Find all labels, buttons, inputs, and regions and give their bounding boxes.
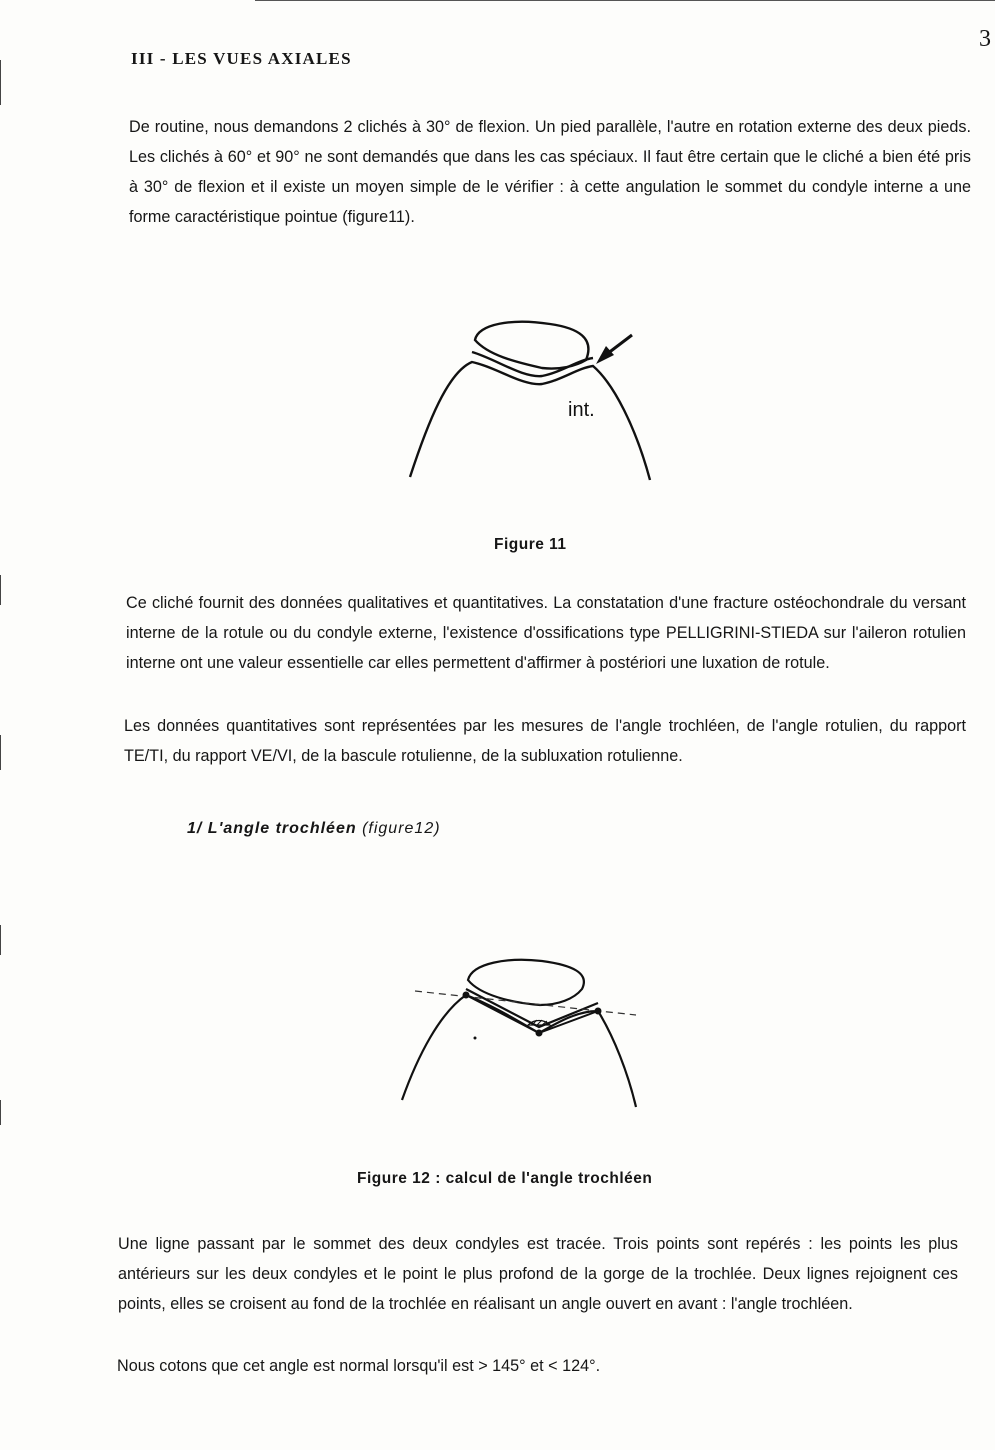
point-trochlea-deepest	[536, 1030, 543, 1037]
scan-edge-mark	[0, 925, 1, 955]
figure-11-diagram	[400, 310, 660, 490]
scan-edge-mark	[0, 735, 1, 770]
trochlea-outline	[466, 989, 598, 1027]
method-paragraph: Une ligne passant par le sommet des deux condyles est tracée. Trois points sont repérés : les points les plus antérieurs sur les deux condyles et le point le plus profond de la gorge de la trochlée. Deux lignes rejoignent ces points, elles se croisent au fond de la trochlée en réalisant un angle ouvert en avant : l'angle trochléen.	[118, 1235, 958, 1313]
point-lateral-condyle	[595, 1008, 602, 1015]
point-medial-condyle	[463, 992, 470, 999]
scan-edge-mark	[0, 60, 1, 105]
stray-dot	[474, 1037, 477, 1040]
page-number: 3	[979, 26, 991, 52]
arrow-head-icon	[596, 346, 614, 364]
scan-edge-mark	[0, 1100, 1, 1125]
figure-12-caption: Figure 12 : calcul de l'angle trochléen	[357, 1170, 653, 1187]
subsection-title-text: 1/ L'angle trochléen	[187, 820, 357, 837]
normal-values-paragraph: Nous cotons que cet angle est normal lorsqu'il est > 145° et < 124°.	[117, 1357, 601, 1375]
condyle-outline	[410, 362, 650, 480]
qualitative-paragraph: Ce cliché fournit des données qualitatives et quantitatives. La constatation d'une fracture ostéochondrale du versant interne de la rotule ou du condyle externe, l'existence d'ossifications type PELLIGRINI-STIEDA sur l'aileron rotulien interne ont une valeur essentielle car elles permettent d'affirmer à postériori une luxation de rotule.	[126, 594, 966, 672]
scan-edge-mark	[0, 575, 1, 605]
section-heading: III - LES VUES AXIALES	[131, 49, 352, 68]
quantitative-paragraph: Les données quantitatives sont représentées par les mesures de l'angle trochléen, de l'angle rotulien, du rapport TE/TI, du rapport VE/VI, de la bascule rotulienne, de la subluxation rotulienne.	[124, 717, 966, 765]
figure-11-label: int.	[568, 399, 595, 421]
subsection-title	[187, 820, 441, 838]
subsection-figure-ref: (figure12)	[362, 820, 441, 837]
figure-12-diagram	[400, 955, 650, 1115]
figure-11-caption: Figure 11	[494, 536, 567, 553]
patella-outline	[475, 322, 588, 369]
scan-edge-line	[255, 0, 995, 1]
intro-paragraph: De routine, nous demandons 2 clichés à 30° de flexion. Un pied parallèle, l'autre en rotation externe des deux pieds. Les clichés à 60° et 90° ne sont demandés que dans les cas spéciaux. Il faut être certain que le cliché a bien été pris à 30° de flexion et il existe un moyen simple de le vérifier : à cette angulation le sommet du condyle interne a une forme caractéristique pointue (figure11).	[129, 118, 971, 226]
